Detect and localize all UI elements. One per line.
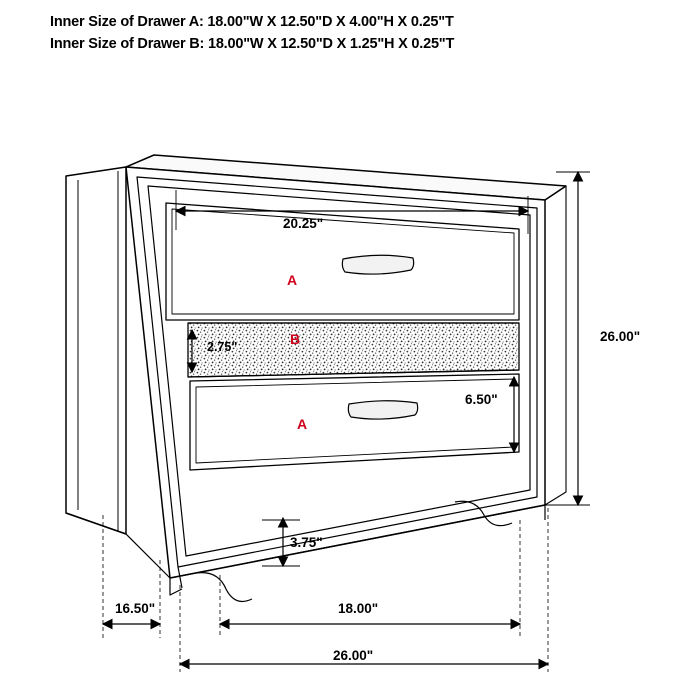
dim-top-drawer-width: 20.25" xyxy=(283,216,324,231)
dim-bottom-drawer-height: 6.50" xyxy=(465,392,498,407)
dim-inner-width: 18.00" xyxy=(338,601,379,616)
dim-middle-drawer-height: 2.75" xyxy=(207,340,238,354)
dim-leg-clearance: 3.75" xyxy=(290,535,323,550)
header-line-drawer-b: Inner Size of Drawer B: 18.00"W X 12.50"D X 1.25"H X 0.25"T xyxy=(50,36,455,52)
drawer-label-b-middle: B xyxy=(290,331,301,347)
header-line-drawer-a: Inner Size of Drawer A: 18.00"W X 12.50"D X 4.00"H X 0.25"T xyxy=(50,14,454,30)
drawer-label-a-bottom: A xyxy=(297,416,308,432)
dim-depth: 16.50" xyxy=(115,601,156,616)
drawer-label-a-top: A xyxy=(287,272,298,288)
dim-overall-width: 26.00" xyxy=(333,648,374,663)
dim-overall-height: 26.00" xyxy=(600,329,641,344)
